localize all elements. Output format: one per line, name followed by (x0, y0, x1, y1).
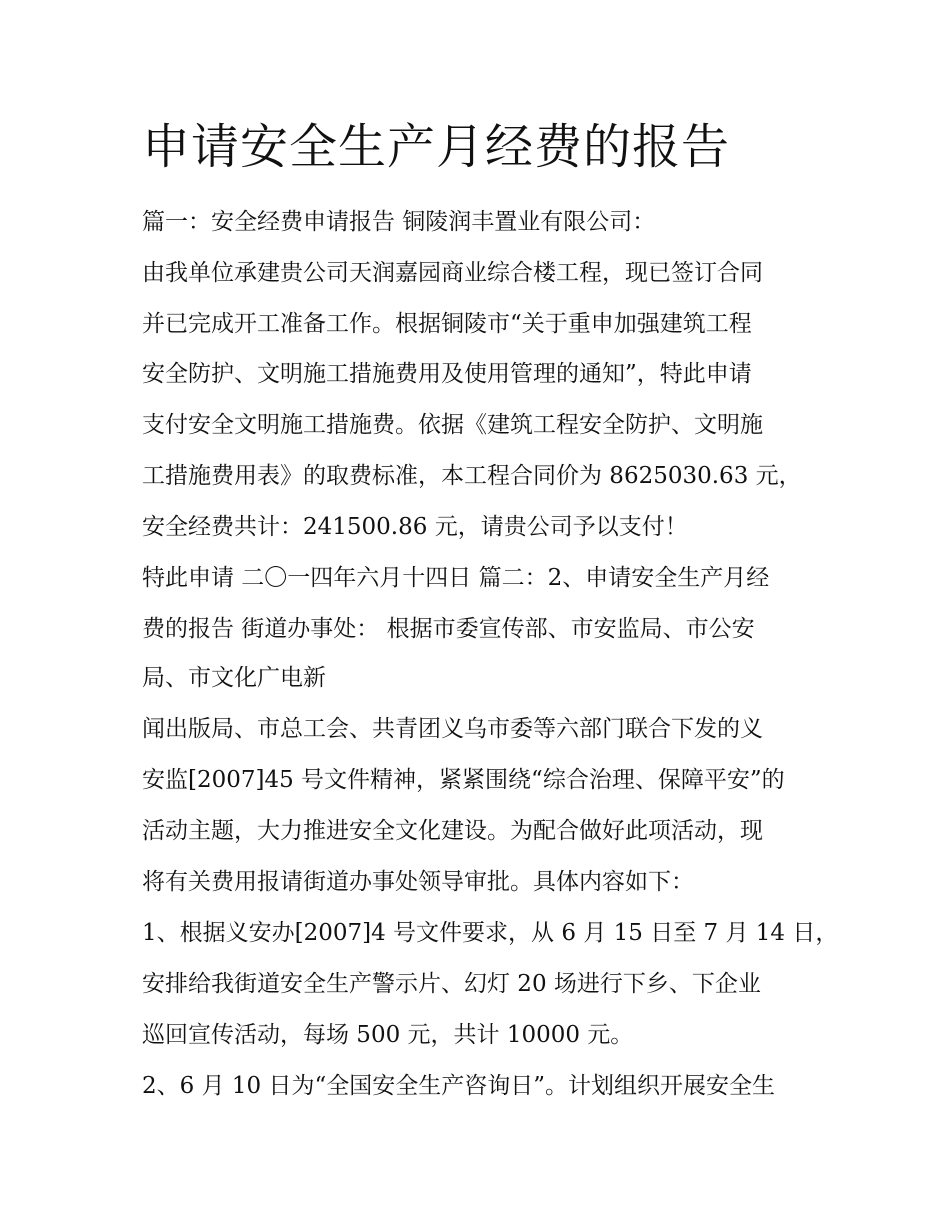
body-line-17: 巡回宣传活动，每场 500 元，共计 10000 元。 (142, 1022, 634, 1048)
body-line-15: 1、根据义安办[2007]4 号文件要求，从 6 月 15 日至 7 月 14 日， (142, 920, 839, 946)
body-line-18: 2、6 月 10 日为“全国安全生产咨询日”。计划组织开展安全生 (142, 1073, 775, 1099)
body-line-2: 由我单位承建贵公司天润嘉园商业综合楼工程，现已签订合同 (142, 260, 763, 286)
body-line-7: 安全经费共计：241500.86 元，请贵公司予以支付！ (142, 514, 688, 540)
body-line-13: 活动主题，大力推进安全文化建设。为配合做好此项活动，现 (142, 818, 763, 844)
body-line-6: 工措施费用表》的取费标准，本工程合同价为 8625030.63 元， (142, 463, 802, 489)
body-line-14: 将有关费用报请街道办事处领导审批。具体内容如下： (142, 869, 694, 895)
body-line-1: 篇一：安全经费申请报告 铜陵润丰置业有限公司： (142, 209, 656, 235)
body-line-5: 支付安全文明施工措施费。依据《建筑工程安全防护、文明施 (142, 412, 763, 438)
body-line-4: 安全防护、文明施工措施费用及使用管理的通知”，特此申请 (142, 361, 752, 387)
body-line-11: 闻出版局、市总工会、共青团义乌市委等六部门联合下发的义 (142, 716, 763, 742)
body-line-10: 局、市文化广电新 (142, 665, 326, 691)
body-line-3: 并已完成开工准备工作。根据铜陵市“关于重申加强建筑工程 (142, 311, 752, 337)
body-line-12: 安监[2007]45 号文件精神，紧紧围绕“综合治理、保障平安”的 (142, 767, 785, 793)
body-line-8: 特此申请 二〇一四年六月十四日 篇二：2、申请安全生产月经 (142, 565, 770, 591)
document-title: 申请安全生产月经费的报告 (142, 119, 731, 175)
body-line-16: 安排给我街道安全生产警示片、幻灯 20 场进行下乡、下企业 (142, 971, 761, 997)
body-line-9: 费的报告 街道办事处： 根据市委宣传部、市安监局、市公安 (142, 616, 755, 642)
